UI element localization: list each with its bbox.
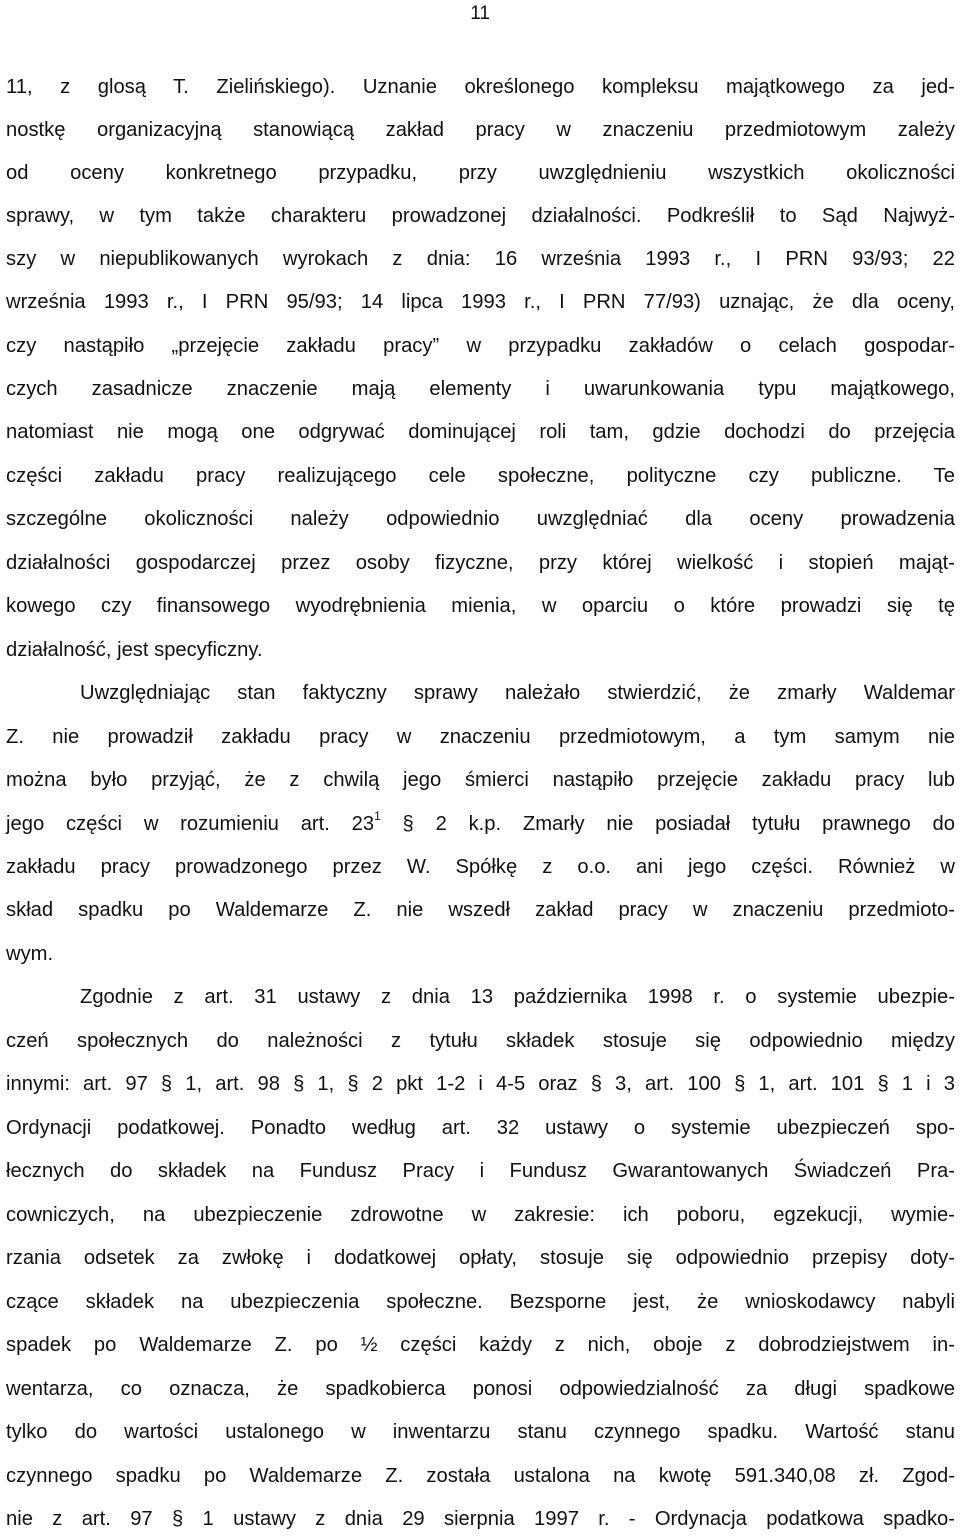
page-header	[0, 0, 960, 24]
paragraph-sign-icon: §	[380, 813, 414, 835]
text-line: spadek po Waldemarze Z. po ½ części każdy z nich, oboje z dobrodziejstwem in-	[6, 1334, 955, 1356]
text-line: innymi: art. 97 § 1, art. 98 § 1, § 2 pkt 1-2 i 4-5 oraz § 3, art. 100 § 1, art. 101 § 1 i 3	[6, 1073, 955, 1095]
text-line: kowego czy finansowego wyodrębnienia mienia, w oparciu o które prowadzi się tę	[6, 595, 955, 617]
text-line: wym.	[6, 943, 54, 965]
text-segment: 2 k.p. Zmarły nie posiadał tytułu prawnego do	[413, 813, 955, 835]
paragraph-first-line: Zgodnie z art. 31 ustawy z dnia 13 października 1998 r. o systemie ubezpie-	[80, 986, 955, 1008]
text-line: września 1993 r., I PRN 95/93; 14 lipca 1993 r., I PRN 77/93) uznając, że dla oceny,	[6, 291, 955, 313]
text-line: Z. nie prowadził zakładu pracy w znaczeniu przedmiotowym, a tym samym nie	[6, 726, 955, 748]
text-line: natomiast nie mogą one odgrywać dominującej roli tam, gdzie dochodzi do przejęcia	[6, 421, 955, 443]
text-line: czące składek na ubezpieczenia społeczne. Bezsporne jest, że wnioskodawcy nabyli	[6, 1291, 955, 1313]
text-line: wentarza, co oznacza, że spadkobierca ponosi odpowiedzialność za długi spadkowe	[6, 1378, 955, 1400]
text-line: od oceny konkretnego przypadku, przy uwzględnieniu wszystkich okoliczności	[6, 162, 955, 184]
text-line: działalność, jest specyficzny.	[6, 639, 263, 661]
text-line: Ordynacji podatkowej. Ponadto według art. 32 ustawy o systemie ubezpieczeń spo-	[6, 1117, 955, 1139]
text-line: części zakładu pracy realizującego cele społeczne, polityczne czy publiczne. Te	[6, 465, 955, 487]
text-line: czy nastąpiło „przejęcie zakładu pracy” w przypadku zakładów o celach gospodar-	[6, 335, 955, 357]
text-line-with-superscript	[6, 809, 955, 836]
text-line: rzania odsetek za zwłokę i dodatkowej opłaty, stosuje się odpowiednio przepisy doty-	[6, 1247, 955, 1269]
text-line: nostkę organizacyjną stanowiącą zakład pracy w znaczeniu przedmiotowym zależy	[6, 119, 955, 141]
text-line: nie z art. 97 § 1 ustawy z dnia 29 sierpnia 1997 r. - Ordynacja podatkowa spadko-	[6, 1508, 955, 1530]
text-line: łecznych do składek na Fundusz Pracy i Fundusz Gwarantowanych Świadczeń Pra-	[6, 1160, 955, 1182]
text-line: szczególne okoliczności należy odpowiednio uwzględniać dla oceny prowadzenia	[6, 508, 955, 530]
paragraph-first-line: Uwzględniając stan faktyczny sprawy należało stwierdzić, że zmarły Waldemar	[80, 682, 955, 704]
text-line: działalności gospodarczej przez osoby fizyczne, przy której wielkość i stopień mająt-	[6, 552, 955, 574]
superscript: 1	[374, 809, 381, 824]
text-line: można było przyjąć, że z chwilą jego śmierci nastąpiło przejęcie zakładu pracy lub	[6, 769, 955, 791]
text-line: czych zasadnicze znaczenie mają elementy i uwarunkowania typu majątkowego,	[6, 378, 955, 400]
page-number: 11	[470, 3, 490, 24]
text-segment: jego części w rozumieniu art. 23	[6, 813, 375, 835]
text-line: sprawy, w tym także charakteru prowadzonej działalności. Podkreślił to Sąd Najwyż-	[6, 205, 955, 227]
text-line: szy w niepublikowanych wyrokach z dnia: 16 września 1993 r., I PRN 93/93; 22	[6, 248, 955, 270]
text-line: zakładu pracy prowadzonego przez W. Spółkę z o.o. ani jego części. Również w	[6, 856, 955, 878]
text-line: czynnego spadku po Waldemarze Z. została ustalona na kwotę 591.340,08 zł. Zgod-	[6, 1465, 955, 1487]
text-line: 11, z glosą T. Zielińskiego). Uznanie określonego kompleksu majątkowego za jed-	[6, 76, 955, 98]
text-line: tylko do wartości ustalonego w inwentarzu stanu czynnego spadku. Wartość stanu	[6, 1421, 955, 1443]
text-line: czeń społecznych do należności z tytułu składek stosuje się odpowiednio między	[6, 1030, 955, 1052]
text-line: skład spadku po Waldemarze Z. nie wszedł zakład pracy w znaczeniu przedmioto-	[6, 899, 955, 921]
text-line: cowniczych, na ubezpieczenie zdrowotne w zakresie: ich poboru, egzekucji, wymie-	[6, 1204, 955, 1226]
